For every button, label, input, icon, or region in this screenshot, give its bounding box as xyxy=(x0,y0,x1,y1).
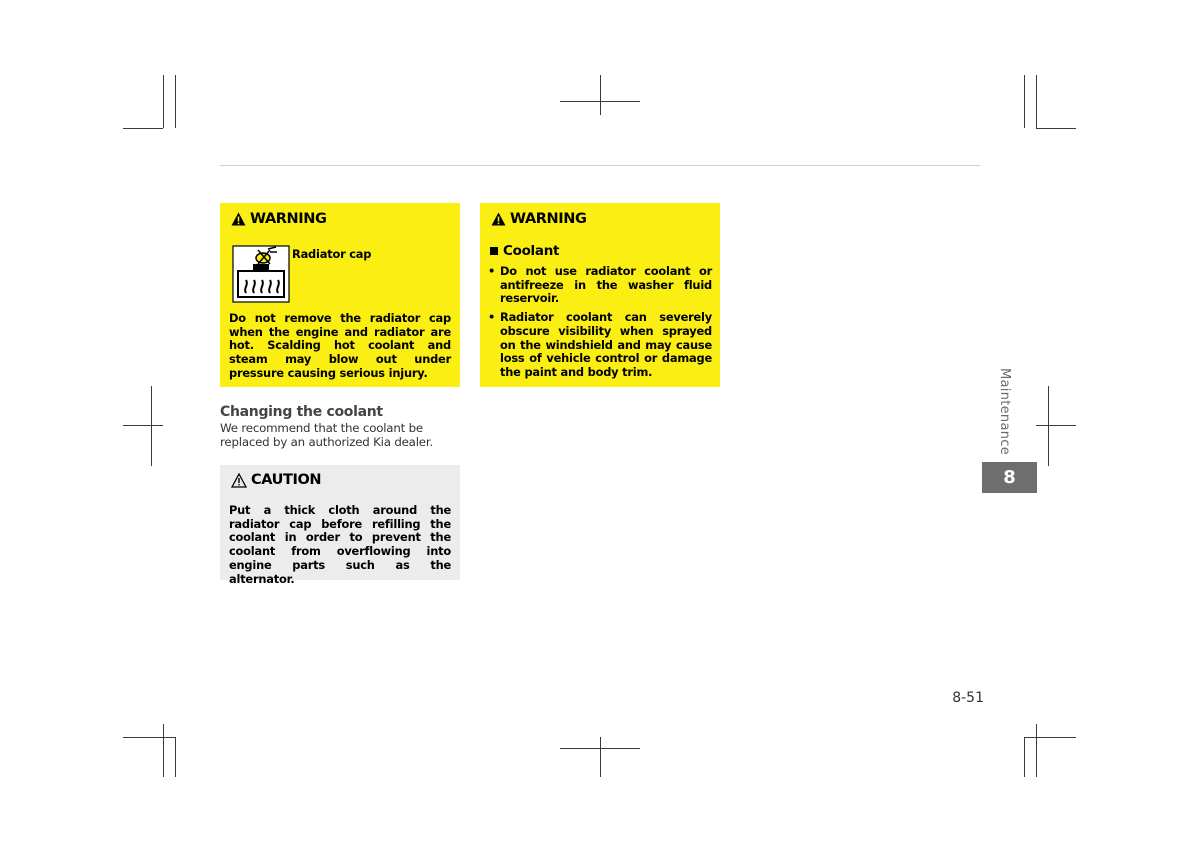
section-text: We recommend that the coolant be replaced by an authorized Kia dealer. xyxy=(220,421,433,449)
page-number: 8-51 xyxy=(952,690,984,706)
chapter-number-tab: 8 xyxy=(982,462,1037,493)
square-bullet-icon xyxy=(490,247,498,255)
warning-box-radiator-cap xyxy=(220,203,460,387)
warning-title-text: WARNING xyxy=(510,211,587,227)
image-caption: Radiator cap xyxy=(292,247,372,261)
list-item: • Radiator coolant can severely obscure visibility when sprayed on the windshield and may cause loss of vehicle control or damage the paint and body trim. xyxy=(487,311,712,380)
section-heading: Changing the coolant xyxy=(220,404,383,420)
radiator-cap-hazard-icon xyxy=(232,245,290,303)
warning-triangle-icon xyxy=(231,212,246,226)
warning-title-text: WARNING xyxy=(250,211,327,227)
header-rule xyxy=(220,165,980,166)
warning-text: Do not remove the radiator cap when the engine and radiator are hot. Scalding hot coolant and steam may blow out under pressure causing serious injury. xyxy=(229,311,451,380)
caution-text: Put a thick cloth around the radiator cap before refilling the coolant in order to prevent the coolant from overflowing into engine parts such as the alternator. xyxy=(229,503,451,586)
list-item: • Do not use radiator coolant or antifreeze in the washer fluid reservoir. xyxy=(487,265,712,306)
caution-box xyxy=(220,465,460,586)
warning-title xyxy=(491,211,587,227)
caution-triangle-icon xyxy=(231,473,247,488)
coolant-bullet-list xyxy=(487,265,712,385)
caution-title-text: CAUTION xyxy=(251,472,322,488)
warning-box-coolant xyxy=(480,203,720,387)
coolant-subheading xyxy=(490,243,559,259)
coolant-subheading-text: Coolant xyxy=(503,243,560,259)
warning-title xyxy=(231,211,327,227)
warning-triangle-icon xyxy=(491,212,506,226)
caution-title xyxy=(231,472,321,488)
chapter-label: Maintenance xyxy=(997,368,1012,456)
